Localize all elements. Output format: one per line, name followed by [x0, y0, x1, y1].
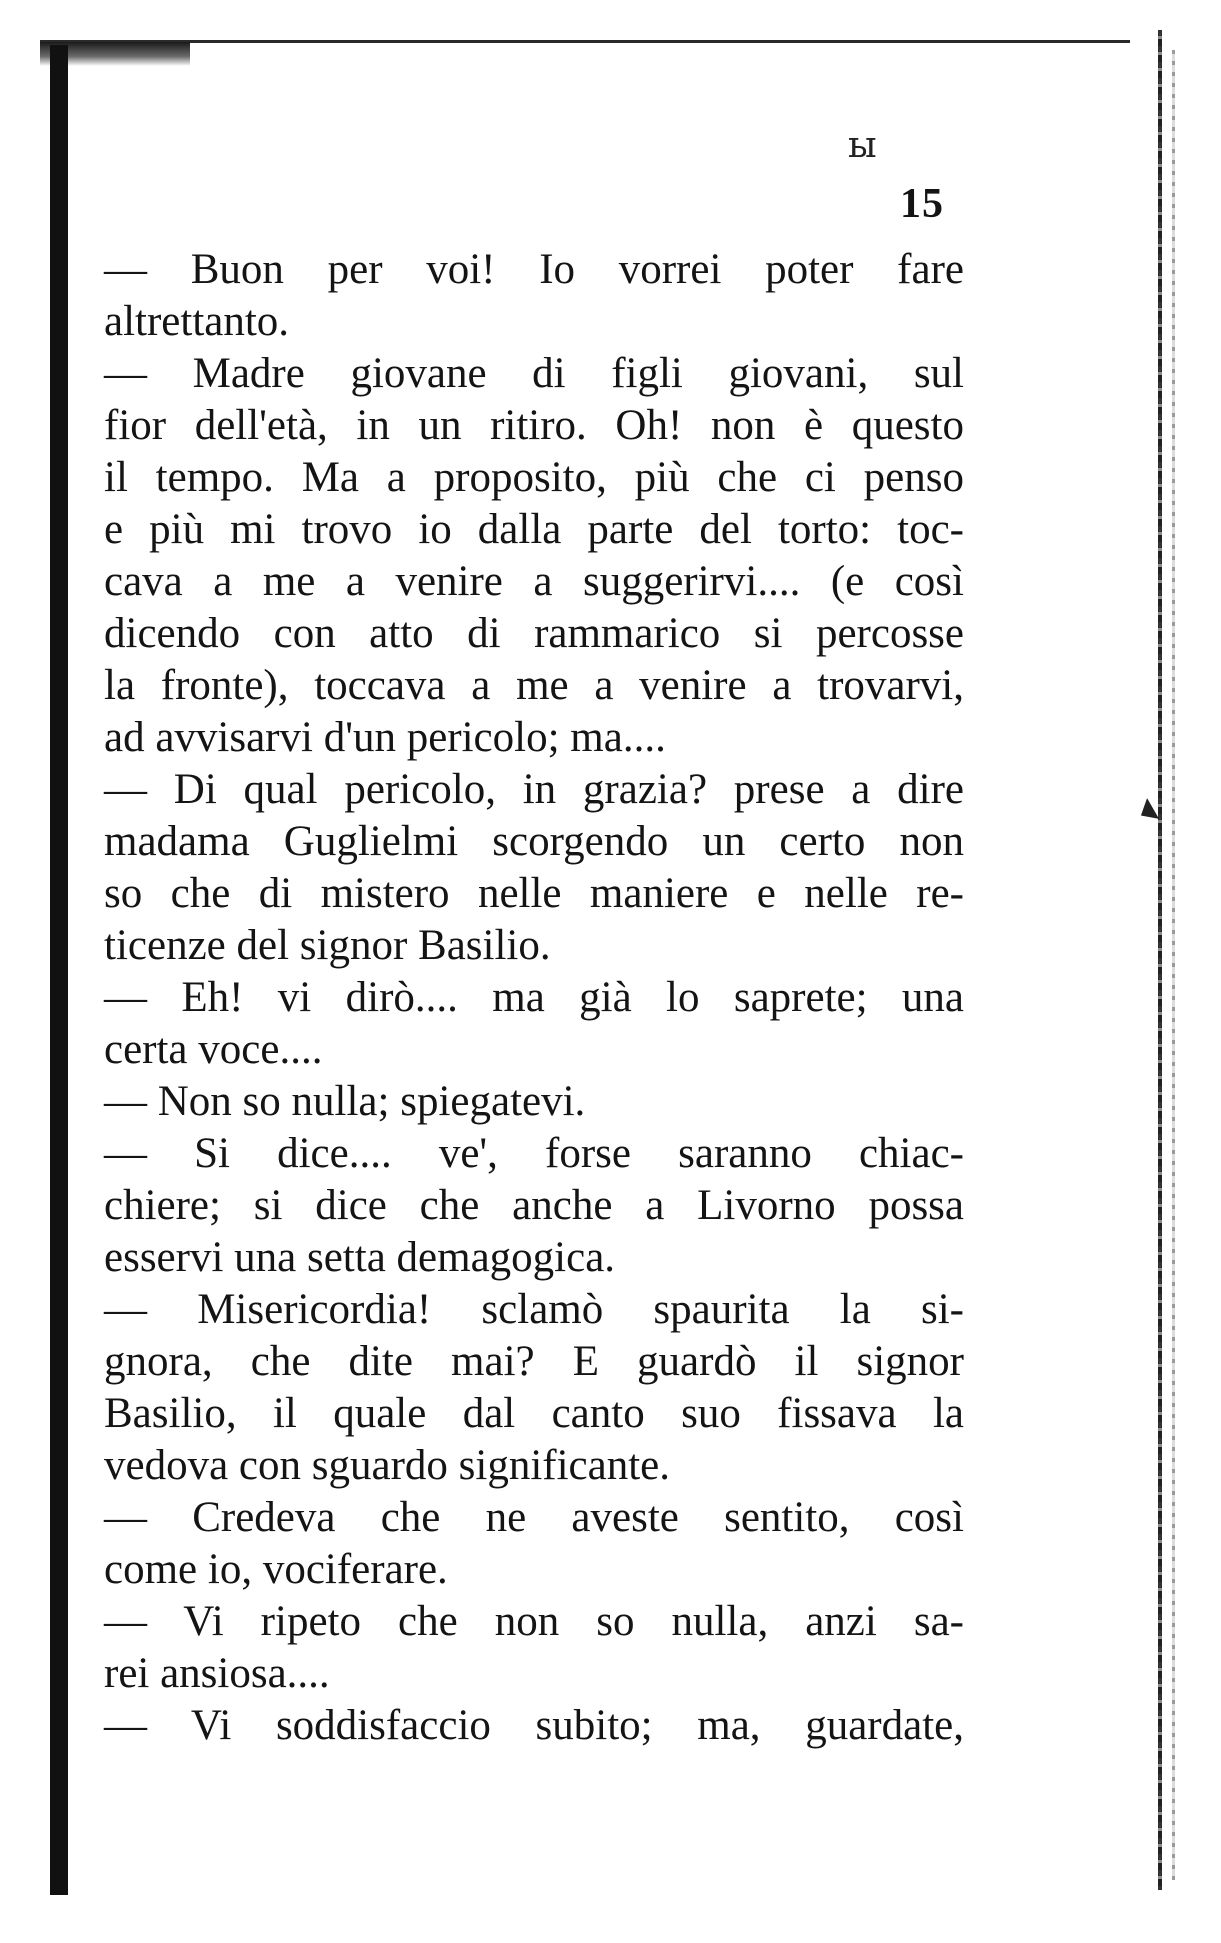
text-line: rei ansiosa.... — [104, 1650, 330, 1697]
text-line: chiere; si dice che anche a Livorno possa — [104, 1182, 964, 1229]
scan-artifact-icon — [1135, 798, 1159, 826]
text-line: — Si dice.... ve', forse saranno chiac- — [104, 1130, 964, 1177]
body-text — [104, 244, 964, 1752]
page-edge-right-faint — [1172, 50, 1175, 1880]
text-line: — Vi soddisfaccio subito; ma, guardate, — [104, 1702, 964, 1749]
text-line: e più mi trovo io dalla parte del torto: toc- — [104, 506, 964, 553]
page-number: 15 — [900, 181, 944, 227]
text-line: so che di mistero nelle maniere e nelle re- — [104, 870, 964, 917]
text-line: — Di qual pericolo, in grazia? prese a dire — [104, 766, 964, 813]
text-line: certa voce.... — [104, 1026, 323, 1073]
text-line: — Madre giovane di figli giovani, sul — [104, 350, 964, 397]
text-line: cava a me a venire a suggerirvi.... (e così — [104, 558, 964, 605]
text-line: la fronte), toccava a me a venire a trovarvi, — [104, 662, 964, 709]
text-line: il tempo. Ma a proposito, più che ci penso — [104, 454, 964, 501]
text-line: ticenze del signor Basilio. — [104, 922, 551, 969]
text-line: come io, vociferare. — [104, 1546, 448, 1593]
text-line: fior dell'età, in un ritiro. Oh! non è questo — [104, 402, 964, 449]
text-line: — Credeva che ne aveste sentito, così — [104, 1494, 964, 1541]
text-line: vedova con sguardo significante. — [104, 1442, 670, 1489]
text-line: ad avvisarvi d'un pericolo; ma.... — [104, 714, 666, 761]
text-line: — Non so nulla; spiegatevi. — [104, 1078, 586, 1125]
page-edge-left — [50, 45, 68, 1895]
text-line: — Vi ripeto che non so nulla, anzi sa- — [104, 1598, 964, 1645]
text-line: gnora, che dite mai? E guardò il signor — [104, 1338, 964, 1385]
text-line: altrettanto. — [104, 298, 290, 345]
text-line: esservi una setta demagogica. — [104, 1234, 616, 1281]
text-line: — Eh! vi dirò.... ma già lo saprete; una — [104, 974, 964, 1021]
page-edge-right — [1158, 30, 1162, 1890]
text-line: — Misericordia! sclamò spaurita la si- — [104, 1286, 964, 1333]
text-line: dicendo con atto di rammarico si percosse — [104, 610, 964, 657]
text-line: Basilio, il quale dal canto suo fissava la — [104, 1390, 964, 1437]
text-line: — Buon per voi! Io vorrei poter fare — [104, 246, 964, 293]
text-line: madama Guglielmi scorgendo un certo non — [104, 818, 964, 865]
header-ink-mark: ы — [848, 125, 877, 166]
page-edge-top — [40, 40, 1130, 43]
